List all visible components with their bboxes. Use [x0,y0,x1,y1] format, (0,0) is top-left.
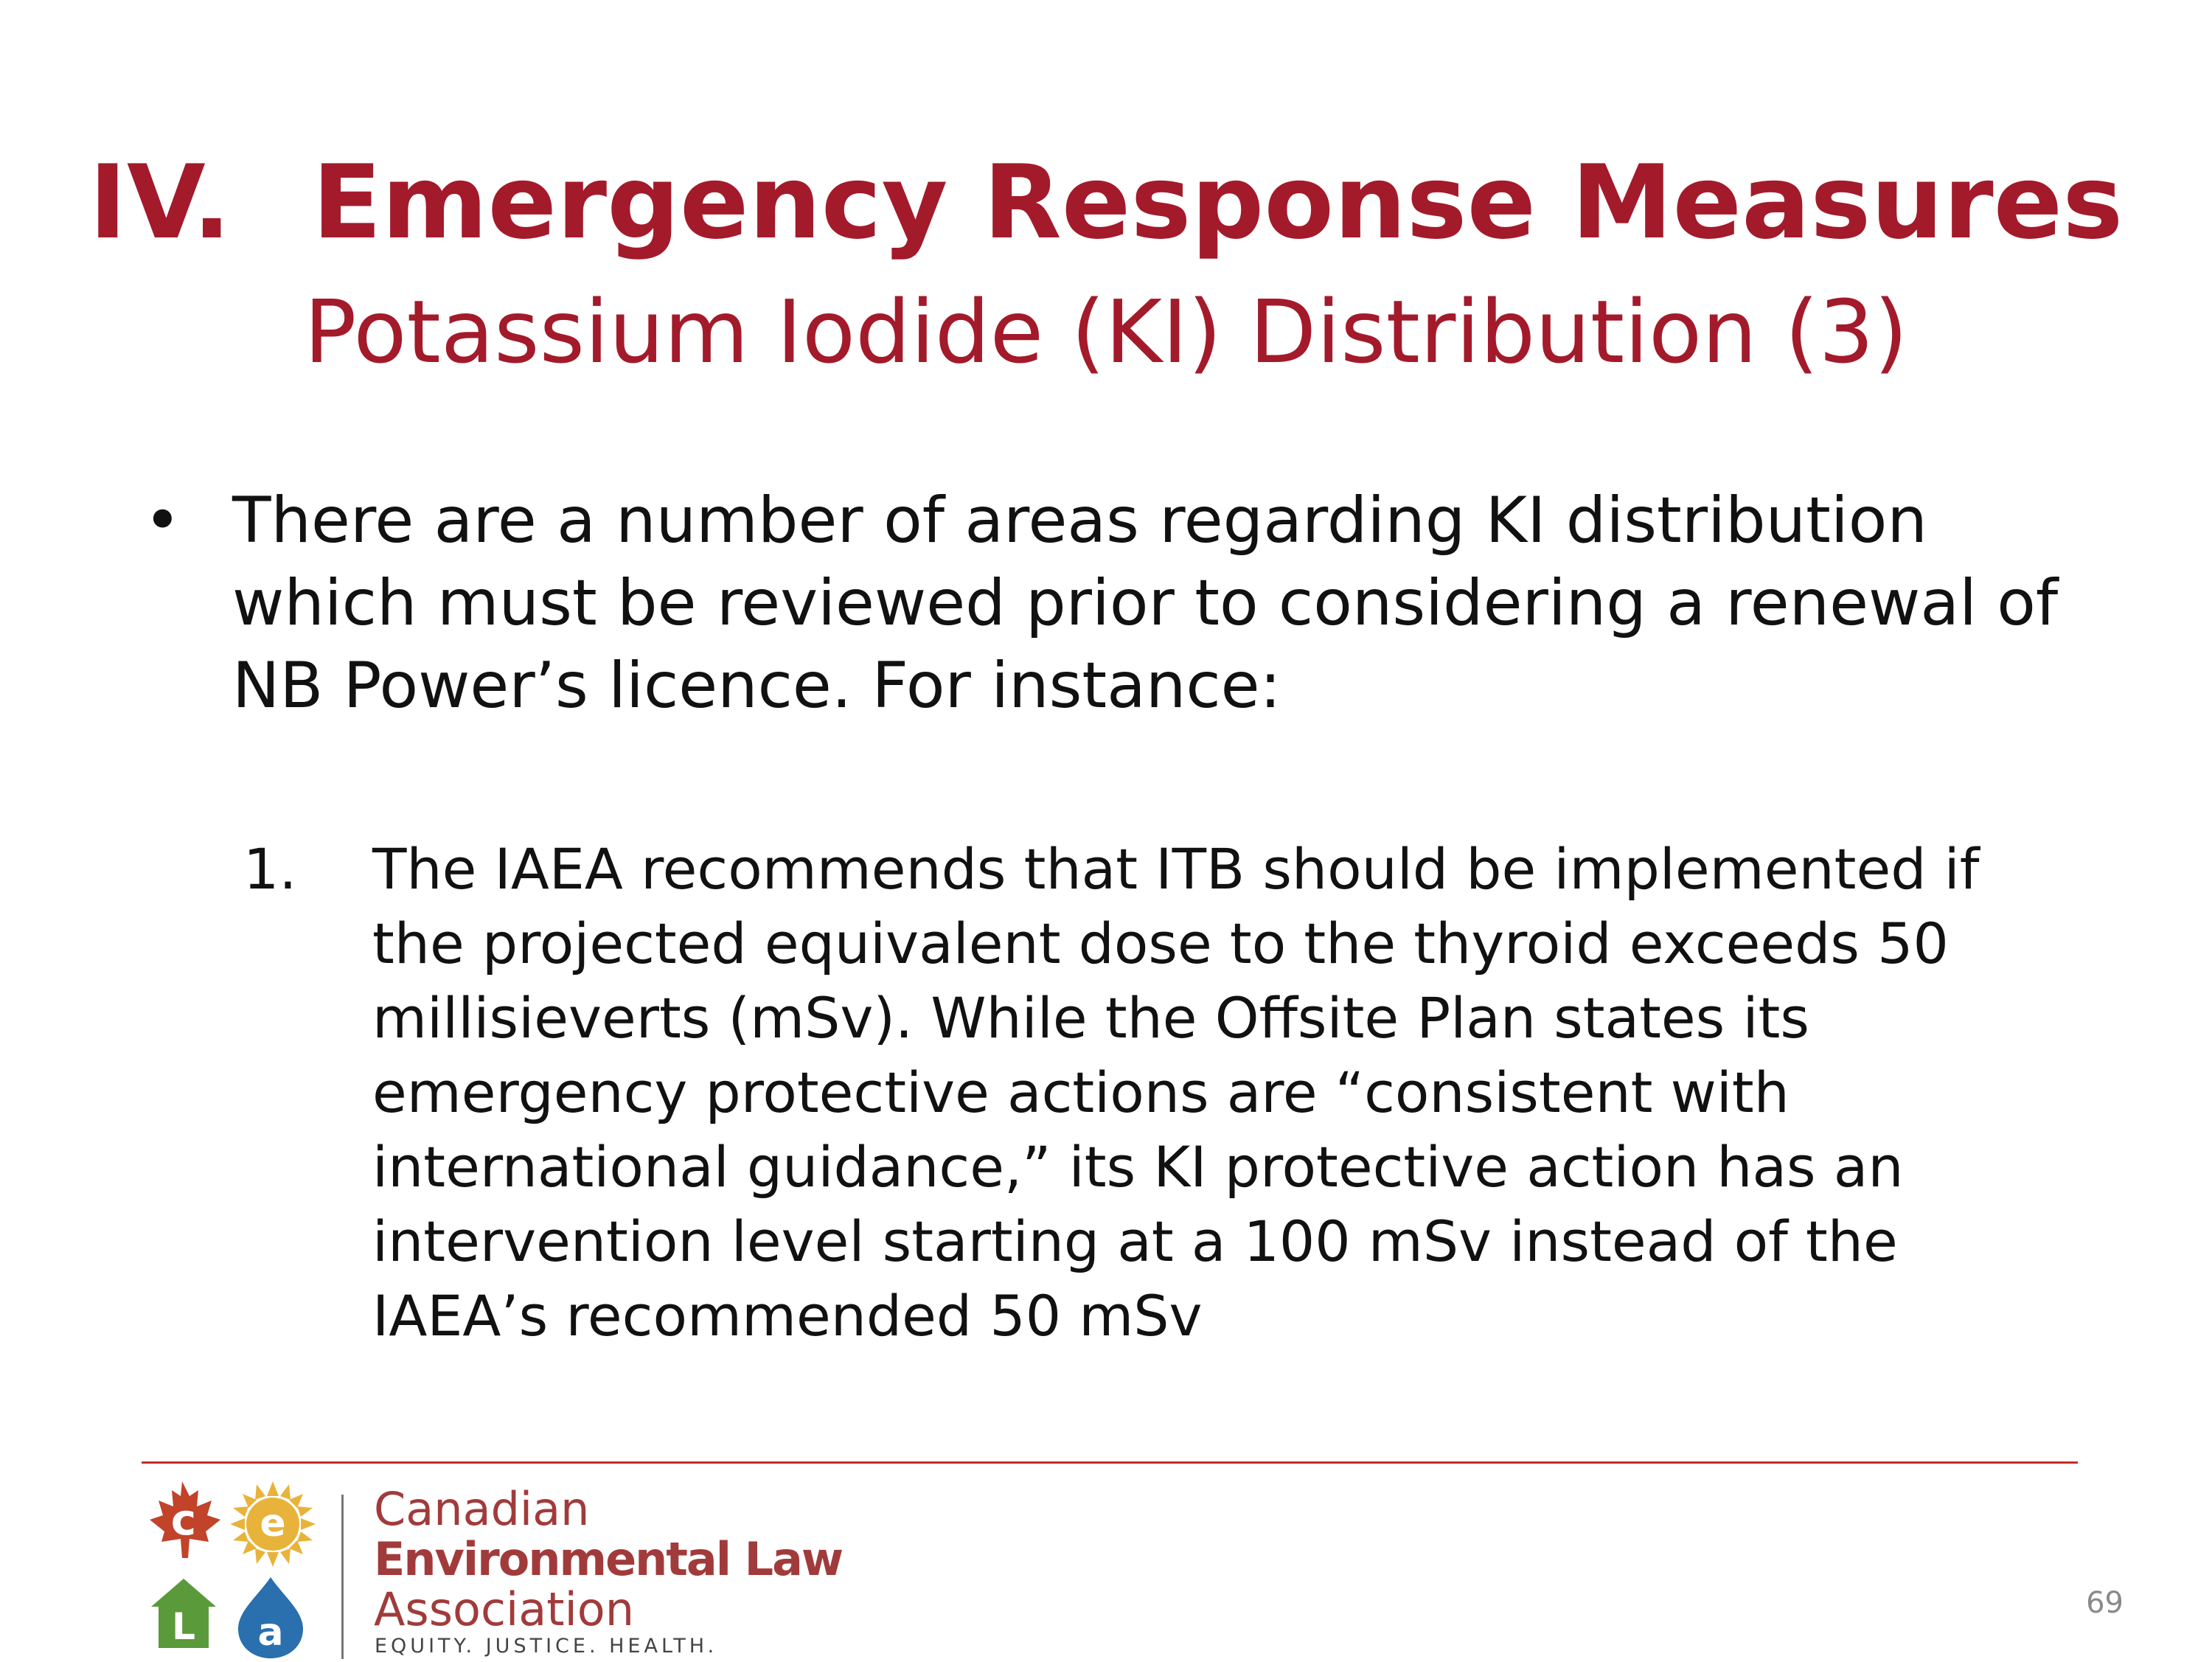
logo-letter-c: c [170,1495,197,1545]
cela-logo [144,1471,843,1659]
logo-divider [341,1495,344,1659]
title-subtitle: Potassium Iodide (KI) Distribution (3) [304,281,1908,383]
logo-tagline: EQUITY. JUSTICE. HEALTH. [375,1635,718,1658]
bullet-text [232,479,2076,727]
title-main-line [0,140,2212,265]
numbered-line: The IAEA recommends that ITB should be implemented if [372,836,1980,902]
bullet-symbol: • [144,484,181,557]
numbered-line: emergency protective actions are “consistent with [372,1060,1790,1125]
page-number: 69 [2086,1586,2124,1620]
logo-name-line: Canadian [374,1482,590,1536]
footer-divider [142,1461,2078,1464]
logo-name-line: Association [374,1582,635,1636]
bullet-line: NB Power’s licence. For instance: [232,649,1281,723]
sun-icon [230,1481,316,1567]
maple-leaf-icon [150,1481,220,1558]
numbered-line: intervention level starting at a 100 mSv instead of the [372,1209,1898,1274]
logo-letter-e: e [260,1501,286,1545]
numbered-line: the projected equivalent dose to the thyroid exceeds 50 [372,911,1949,976]
logo-letter-a: a [257,1610,284,1655]
logo-name-line: Environmental Law [374,1532,843,1586]
logo-letter-L: L [172,1605,195,1648]
bullet-line: which must be reviewed prior to considering a renewal of [232,566,2059,640]
numbered-item-label: 1. [243,836,297,902]
numbered-line: international guidance,” its KI protective action has an [372,1134,1904,1200]
cela-logo-mark [144,1471,321,1659]
water-drop-icon [238,1577,303,1658]
bullet-line: There are a number of areas regarding KI distribution [232,484,1927,557]
numbered-line: millisieverts (mSv). While the Offsite Plan states its [372,985,1809,1051]
numbered-line: IAEA’s recommended 50 mSv [372,1283,1203,1349]
house-icon [151,1579,216,1648]
logo-wordmark [374,1484,842,1635]
title-numeral: IV. [88,143,232,262]
slide-title [0,140,2212,391]
numbered-item-text [372,832,2105,1353]
title-main-text: Emergency Response Measures [312,143,2124,262]
